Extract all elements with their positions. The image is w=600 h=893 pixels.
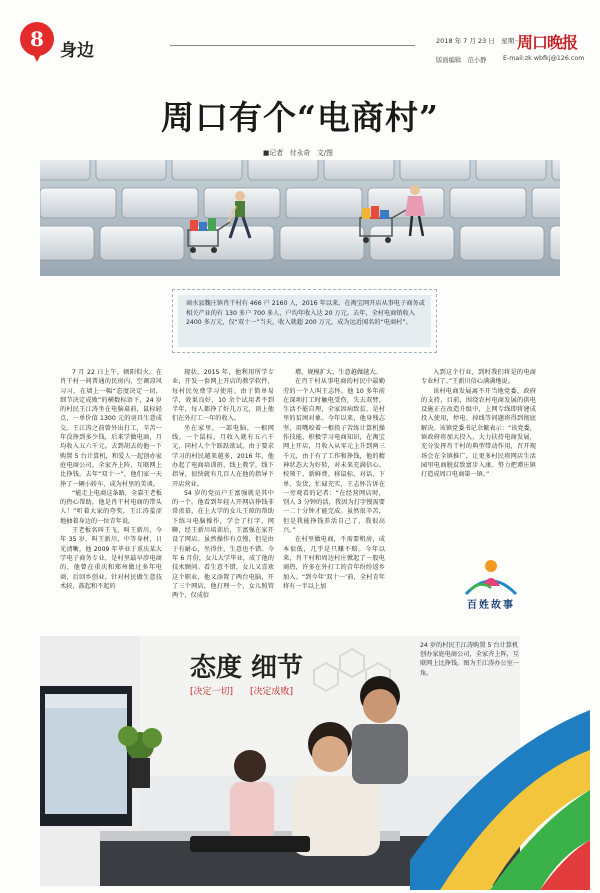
page-number: 8 (30, 27, 44, 51)
paragraph: 坐在家里，一部电脑，一根网线，一个鼠标，月收入就有五六千元，同村人个个跃跃欲试。由于要求学习的村民越来越多，2016 年，他办起了电商培训班，线上教学，线下指导，很快就有几百人在他的指导下开店营业。 (172, 424, 274, 488)
photo-caption: 24 岁的村民王江涛购置 5 台计算机创办家庭电商公司，全家齐上阵，互联网上比挣钱。图为王江涛办公室一角。 (420, 642, 519, 677)
paragraph: 7 月 22 日上午，顿阳似火。在肖干村一间普通的民房内，空调凉风习习，在墙上一幅“态度决定一切，细节决定成败”的横数标语下，24 岁的村民王江涛坐在电脑桌前，鼠标轻点，一单价值 1300 元的羽具生意成交。王江涛之前曾外出打工，辛苦一年没挣到多少钱，后来学做电商，月均收入五六千元。去到胡去的他一下购置 5 台计算机，和爱人一起创办家庭电商公司，全家齐上阵，互联网上比挣钱。去年“双十一”，他们家一天挣了一辆小轿车，成为村里的美谈。 (60, 369, 162, 488)
section-title: 身边 (60, 41, 94, 61)
body-column-3 (283, 368, 385, 591)
decorative-corner (410, 690, 590, 890)
article-headline: 周口有个“电商村” (161, 98, 439, 137)
body-column-1 (60, 368, 162, 591)
body-column-2 (172, 368, 274, 600)
decorative-stripes (410, 690, 590, 890)
issue-date: 2018 年 7 月 23 日 星期一 (436, 37, 521, 45)
paragraph: 入到这个行业，到时我们将是的电商专业村了。”王新川信心满满地说。 (421, 369, 536, 386)
column-logo (446, 558, 536, 611)
paragraph: “能走上电商这条路，全靠王老板的热心帮助，他是肖干村电商的带头人！”听着大家的夸奖，王江涛羞涩地抽着身边的一位青年说。 (60, 489, 162, 525)
paragraph: 该村电商发展离不开当地党委、政府的支持，目前，围绕农村电商发展的供电设施正在改造升级中，上网专线即将建成投入使用，停电、掉线等问题将得到彻底解决。该镇党委书记余繁表示：“该党委，镇政府将加大投入，大力扶持电商发展，充分发挥肖干村的典型带动作用，召开现场会在全镇推广，让更多村民将网店生活园里电商脱贫致富步入康。努力把谭庄镇打造成周口电商第一镇。” (421, 387, 536, 479)
header-divider (170, 45, 415, 46)
wall-sign-right: [决定成败] (250, 687, 294, 697)
page-header (0, 0, 600, 66)
editor-email: E-mail:zk wbfkj@126.com (503, 55, 585, 62)
paragraph: 增，规模扩大，生意越做越大。 (295, 369, 382, 376)
column-logo-text: 百姓故事 (467, 600, 515, 611)
summary-box (178, 295, 431, 347)
page-number-marker-icon (20, 22, 54, 56)
column-logo-icon (446, 558, 536, 598)
paragraph: 在村里做电商，不需要租房，成本很低，几乎是只赚不赔。今年以来，肖干村和周边村庄掀起了一股电商热，许多在外打工的青年纷纷返乡加入。“到今年‘双十一’前，全村青年将有一半以上加 (283, 536, 385, 590)
body-column-4 (421, 368, 536, 480)
person-standing-man (352, 676, 408, 784)
wall-sign-left: [决定一切] (190, 687, 234, 697)
summary-text: 商水县魏庄镇肖干村有 466 户 2160 人，2016 年以来，在淘宝网开店从事电子商务或相关产业的有 130 多户 700 多人，户均年收入达 20 万元。去年，全村电商销收入 2400 多万元，仅“双十一”当天，收入就超 200 万元，成为远近闻名的“电商村”。 (186, 300, 425, 327)
paragraph: 现状，2015 年，他利用所学专业，开发一套网上开店的教学软件，每村民免费学习使用。由于简单易学，效果良好，10 余个试用者不到半年，每人都挣了好几万元，顶上他们在外打工一年的收入。 (172, 369, 274, 423)
page-editor: 版面编辑 范小静 (436, 57, 487, 64)
paragraph: 王老板名叫王飞，叫王新川，今年 35 岁，叫王新川，中等身材，日光清晰，他 2009 年毕业于重庆某大学电子商务专业，是村里最早涉电商的，他曾在重庆和郑州做过多年电商，后回乡创业。针对村民做生意技术较，鼓起和不起的 (60, 527, 162, 590)
wall-sign-main: 态度 细节 (190, 653, 304, 683)
paragraph: 在肖干村从事电商的村民中最勤劳的一个人叫王志怀。他 10 多年前在深圳打工时触电受伤，失去双臂，生活不能自理，全家因病致贫，是村里的贫困对象。今年以来，他身残志坚，用嘴咬着一根筷子苦练计算机操作技能，积极学习电商知识，在淘宝网上开店，月收入从零元上升到两三千元，由于有了工作和挣钱，他的精神状态大为好转，对未来充满信心。校领干、新鲜费、移鼠标、对话、下单、发货，忙碌充实，王志怀告诉在一旁观看的记者：“在经营网店时，别人 3 分钟的活，我因为打字慢需要一二十分钟才能完成。虽然很辛苦，但是我能挣钱养活自己了，我很高兴。” (283, 378, 385, 535)
hero-photo-keyboard-carts (40, 160, 560, 276)
newspaper-logo: 周口晚报 (517, 33, 578, 52)
paragraph: 54 岁的党员户王富强就是其中的一个。他看到年轻人开网店挣钱非常羡慕，在上大学的女儿王琼的帮助下练习电脑操作，学会了打字、网聊，经王新川培训后，王富强在家开设了网店。虽然操作有点慢，但是由于有耐心，坐得住，生意也不错。今年 6 月份，女儿大学毕业，成了他的技术顾问。看生意不错，女儿又喜欢这个职业，他又添置了两台电脑，开了三个网店，他打理一个，女儿照管两个，仅成倍 (172, 489, 274, 600)
article-byline: ■记者 付永奇 文/图 (263, 149, 333, 157)
keyboard-illustration (40, 160, 560, 276)
